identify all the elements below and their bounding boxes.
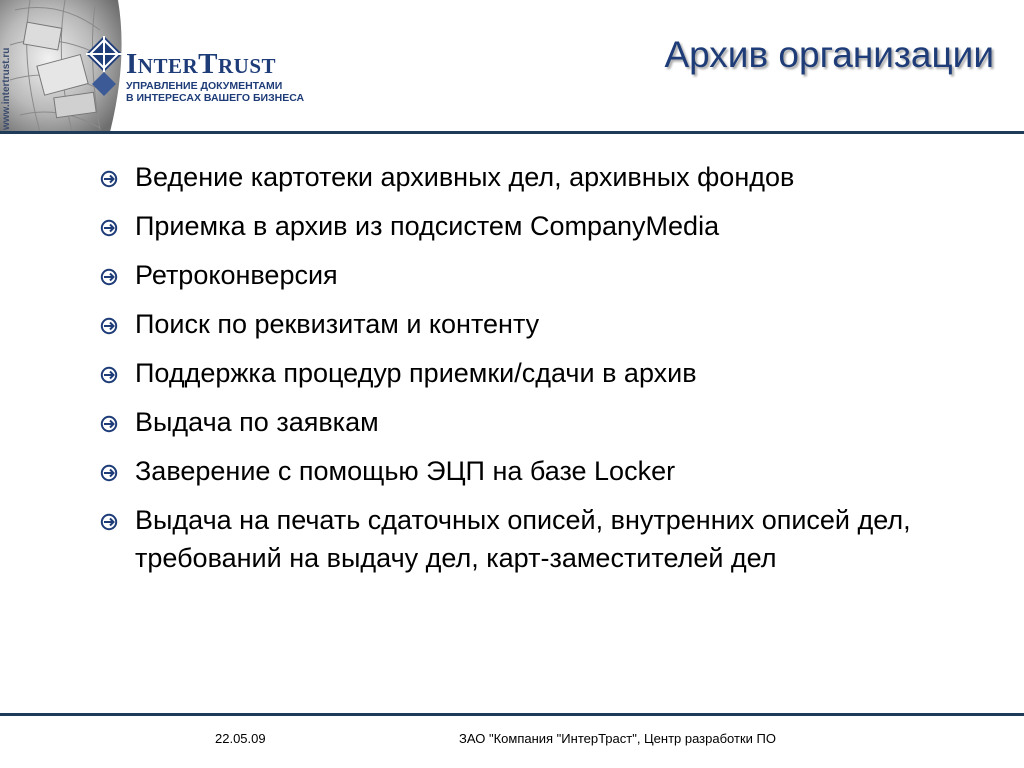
- bullet-text: Приемка в архив из подсистем CompanyMedia: [135, 211, 720, 241]
- footer-divider: [0, 713, 1024, 716]
- list-item: [100, 305, 980, 343]
- list-item: [100, 207, 980, 245]
- arrow-bullet-icon: [100, 268, 118, 286]
- tagline-line: В ИНТЕРЕСАХ ВАШЕГО БИЗНЕСА: [126, 92, 305, 104]
- bullet-list: [100, 158, 980, 588]
- brand-text: RUST: [218, 54, 277, 78]
- company-logo: [0, 0, 305, 132]
- header-divider: [0, 131, 1024, 134]
- arrow-bullet-icon: [100, 170, 118, 188]
- arrow-bullet-icon: [100, 464, 118, 482]
- arrow-bullet-icon: [100, 219, 118, 237]
- brand-text: NTER: [137, 54, 199, 78]
- bullet-text: Ретроконверсия: [135, 260, 338, 290]
- brand-tagline: [126, 80, 304, 104]
- brand-name: [126, 50, 276, 79]
- list-item: [100, 354, 980, 392]
- arrow-bullet-icon: [100, 366, 118, 384]
- arrow-bullet-icon: [100, 415, 118, 433]
- tagline-line: УПРАВЛЕНИЕ ДОКУМЕНТАМИ: [126, 80, 283, 92]
- list-item: [100, 501, 980, 577]
- slide-title: Архив организации: [664, 34, 994, 75]
- footer-date: 22.05.09: [215, 731, 266, 746]
- brand-letter: I: [126, 48, 138, 80]
- bullet-text: Выдача на печать сдаточных описей, внутренних описей дел, требований на выдачу дел, карт-заместителей дел: [135, 505, 911, 573]
- bullet-text: Поиск по реквизитам и контенту: [135, 309, 540, 339]
- logo-diamond-icon: [86, 36, 122, 96]
- website-url: www.intertrust.ru: [1, 47, 12, 130]
- bullet-text: Поддержка процедур приемки/сдачи в архив: [135, 358, 697, 388]
- brand-letter: T: [198, 48, 218, 80]
- list-item: [100, 158, 980, 196]
- list-item: [100, 256, 980, 294]
- list-item: [100, 403, 980, 441]
- list-item: [100, 452, 980, 490]
- bullet-text: Ведение картотеки архивных дел, архивных фондов: [135, 162, 795, 192]
- footer-company: ЗАО "Компания "ИнтерТраст", Центр разработки ПО: [459, 731, 776, 746]
- bullet-text: Выдача по заявкам: [135, 407, 379, 437]
- arrow-bullet-icon: [100, 513, 118, 531]
- bullet-text: Заверение с помощью ЭЦП на базе Locker: [135, 456, 676, 486]
- arrow-bullet-icon: [100, 317, 118, 335]
